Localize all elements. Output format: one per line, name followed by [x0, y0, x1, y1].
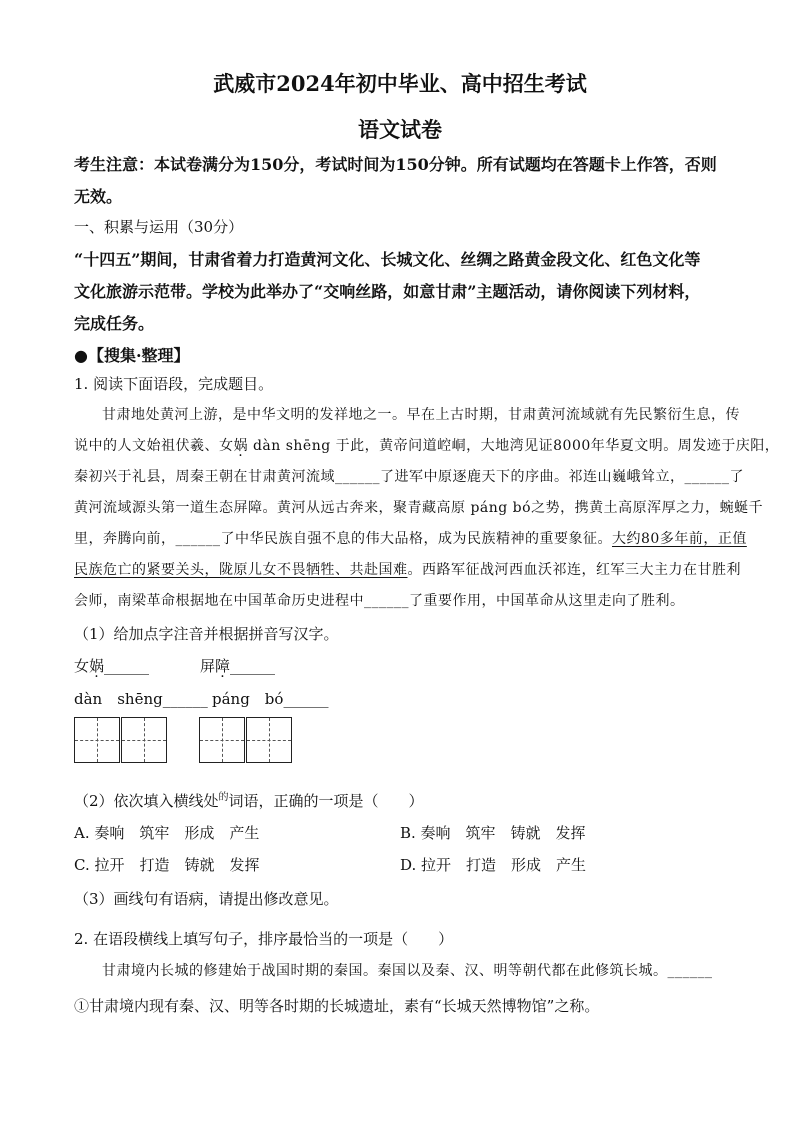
passage-text: 。西路军征战河西血沃祁连，红军三大主力在甘胜利 [407, 562, 741, 578]
grid-cell[interactable] [199, 717, 245, 763]
dotted-char: 娲 [233, 438, 248, 454]
option-c[interactable]: C. 拉开 打造 铸就 发挥 [74, 856, 260, 874]
word-2 [200, 655, 275, 676]
passage-text: dàn shēng 于此，黄帝问道崆峒，大地湾见证8000年华夏文明。周发迹于庆阳， [248, 438, 780, 454]
passage-text: 说中的人文始祖伏羲、女 [74, 438, 234, 454]
passage-line-7: 会师，南梁革命根据地在中国革命历史进程中______了重要作用，中国革命从这里走向了胜利。 [74, 593, 685, 609]
sub2-text: （2）依次填入横线处 [74, 792, 219, 810]
intro-line-1: “十四五”期间，甘肃省着力打造黄河文化、长城文化、丝绸之路黄金段文化、红色文化等 [74, 250, 701, 269]
writing-grid-2[interactable] [199, 717, 293, 763]
answer-blank[interactable]: ______ [104, 657, 150, 675]
q2-stem: 2. 在语段横线上填写句子，排序最恰当的一项是（ ） [74, 930, 454, 948]
page-title: 武威市2024年初中毕业、高中招生考试 [213, 71, 587, 96]
dotted-char: 障 [215, 657, 231, 675]
underlined-sentence: 民族危亡的紧要关头，陇原儿女不畏牺牲、共赴国难 [74, 562, 408, 578]
passage-line-1: 甘肃地处黄河上游，是中华文明的发祥地之一。早在上古时期，甘肃黄河流域就有先民繁衍生息，传 [102, 407, 740, 423]
notice-line-2: 无效。 [74, 187, 123, 206]
sub2-text: 词语，正确的一项是（ ） [228, 792, 424, 810]
grid-cell[interactable] [246, 717, 292, 763]
subsection-heading: ●【搜集·整理】 [74, 346, 190, 365]
option-a[interactable]: A. 奏响 筑牢 形成 产生 [74, 824, 260, 842]
passage-line-2 [74, 435, 779, 455]
intro-line-3: 完成任务。 [74, 314, 155, 333]
underlined-sentence: 大约80多年前，正值 [612, 531, 747, 547]
pinyin-2: páng bó______ [212, 690, 329, 708]
q1-stem: 1. 阅读下面语段，完成题目。 [74, 375, 274, 393]
q2-item-1: ①甘肃境内现有秦、汉、明等各时期的长城遗址，素有“长城天然博物馆”之称。 [74, 997, 600, 1015]
q2-passage: 甘肃境内长城的修建始于战国时期的秦国。秦国以及秦、汉、明等朝代都在此修筑长城。______ [102, 963, 713, 979]
passage-line-6 [74, 559, 741, 579]
pinyin-1: dàn shēng______ [74, 690, 208, 708]
dotted-char: 娲 [89, 657, 105, 675]
q1-sub2 [74, 788, 424, 811]
q1-sub1: （1）给加点字注音并根据拼音写汉字。 [74, 625, 339, 643]
section-heading: 一、积累与运用（30分） [74, 218, 244, 236]
intro-line-2: 文化旅游示范带。学校为此举办了“交响丝路，如意甘肃”主题活动，请你阅读下列材料， [74, 282, 701, 301]
word-char: 屏 [200, 657, 216, 675]
passage-text: 里，奔腾向前，______了中华民族自强不息的伟大品格，成为民族精神的重要象征。 [74, 531, 612, 547]
word-char: 女 [74, 657, 90, 675]
passage-line-4: 黄河流域源头第一道生态屏障。黄河从远古奔来，聚青藏高原 páng bó之势，携黄土高原浑厚之力，蜿蜒千 [74, 500, 764, 516]
option-b[interactable]: B. 奏响 筑牢 铸就 发挥 [400, 824, 586, 842]
notice-line-1: 考生注意：本试卷满分为150分，考试时间为150分钟。所有试题均在答题卡上作答，否则 [74, 155, 717, 174]
sub2-sup: 的 [218, 792, 229, 803]
writing-grid-1[interactable] [74, 717, 168, 763]
word-1 [74, 655, 149, 676]
passage-line-3: 秦初兴于礼县，周秦王朝在甘肃黄河流域______了进军中原逐鹿天下的序曲。祁连山巍峨耸立，______了 [74, 469, 744, 485]
passage-line-5 [74, 528, 747, 548]
q1-sub3: （3）画线句有语病，请提出修改意见。 [74, 890, 339, 908]
option-d[interactable]: D. 拉开 打造 形成 产生 [400, 856, 587, 874]
answer-blank[interactable]: ______ [230, 657, 276, 675]
page-subtitle: 语文试卷 [358, 117, 442, 142]
grid-cell[interactable] [74, 717, 120, 763]
grid-cell[interactable] [121, 717, 167, 763]
